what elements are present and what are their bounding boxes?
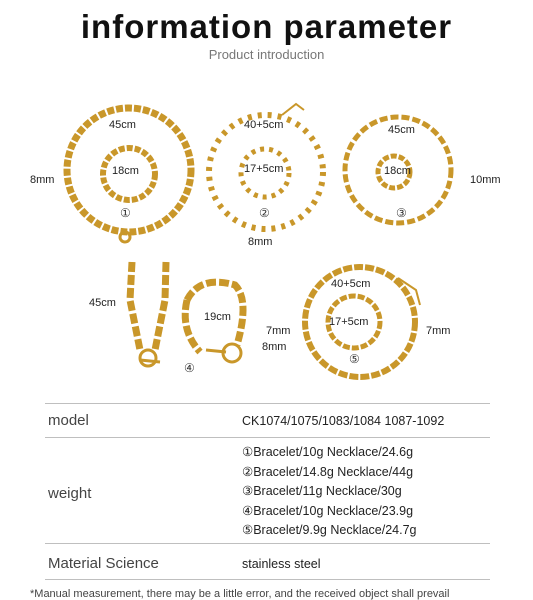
product-4-width-b: 8mm (262, 341, 287, 353)
toggle-ring-4 (140, 350, 156, 366)
table-rule-1 (45, 437, 490, 438)
material-value: stainless steel (242, 557, 321, 571)
material-label: Material Science (48, 555, 159, 572)
weight-line-2: ②Bracelet/14.8g Necklace/44g (242, 464, 414, 479)
product-2-bracelet-length: 17+5cm (244, 163, 284, 175)
product-5-necklace-length: 40+5cm (331, 278, 371, 290)
product-5-bracelet-length: 17+5cm (329, 316, 369, 328)
product-4-width-a: 7mm (266, 325, 291, 337)
product-3-bracelet-length: 18cm (384, 165, 411, 177)
product-1-necklace-length: 45cm (109, 119, 136, 131)
toggle-bar-4 (140, 360, 160, 362)
weight-line-5: ⑤Bracelet/9.9g Necklace/24.7g (242, 523, 417, 537)
necklace-4-right (155, 262, 166, 350)
weight-line-1: ①Bracelet/10g Necklace/24.6g (242, 445, 414, 459)
product-4-bracelet-length: 19cm (204, 311, 231, 323)
product-5-width: 7mm (426, 325, 451, 337)
page-title: information parameter (80, 8, 453, 45)
weight-line-4: ④Bracelet/10g Necklace/23.9g (242, 503, 414, 518)
product-2-necklace-length: 40+5cm (244, 119, 284, 131)
product-2-marker: ② (259, 206, 270, 220)
model-value: CK1074/1075/1083/1084 1087-1092 (242, 414, 445, 428)
extension-chain-2 (282, 104, 304, 115)
product-1-marker: ① (120, 206, 131, 220)
product-1-width: 8mm (30, 174, 55, 186)
weight-values (242, 443, 417, 541)
product-1-bracelet-length: 18cm (112, 165, 139, 177)
table-rule-2 (45, 543, 490, 544)
measurement-footnote: *Manual measurement, there may be a little error, and the received object shall prevail (30, 588, 450, 600)
table-rule-top (45, 403, 490, 404)
model-label: model (48, 412, 89, 429)
necklace-4-left (130, 262, 140, 350)
page-subtitle: Product introduction (208, 47, 325, 62)
product-3-necklace-length: 45cm (388, 124, 415, 136)
product-4-marker: ④ (184, 361, 195, 375)
weight-line-3: ③Bracelet/11g Necklace/30g (242, 484, 402, 498)
product-3-width: 10mm (470, 174, 501, 186)
product-5-marker: ⑤ (349, 352, 360, 366)
weight-label: weight (48, 485, 92, 502)
table-rule-bottom (45, 579, 490, 580)
product-2-width: 8mm (248, 236, 273, 248)
product-3-marker: ③ (396, 206, 407, 220)
product-4-necklace-length: 45cm (89, 297, 116, 309)
clasp-1 (120, 232, 130, 242)
